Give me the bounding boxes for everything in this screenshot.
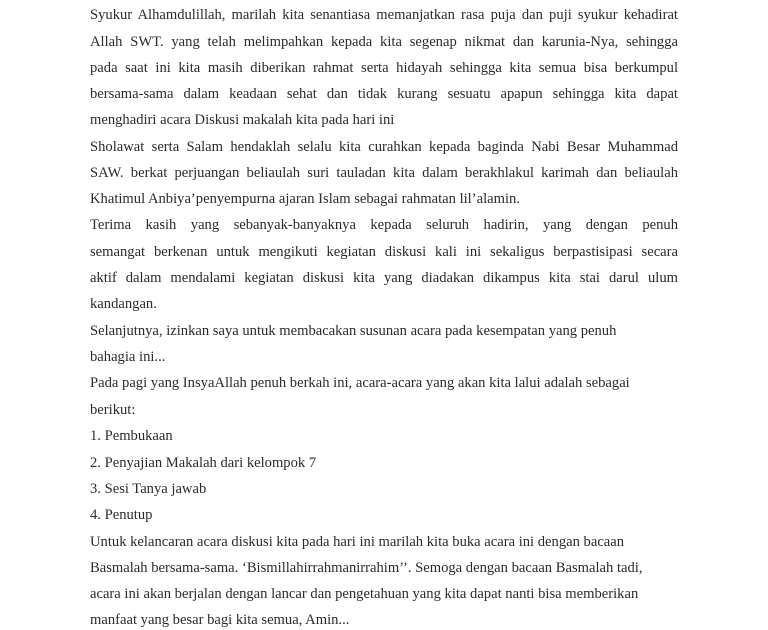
sholawat-line-3: Khatimul Anbiya’penyempurna ajaran Islam sebagai rahmatan lil’alamin. <box>90 191 520 207</box>
closing-line-2: Basmalah bersama-sama. ‘Bismillahirrahmanirrahim’’. Semoga dengan bacaan Basmalah tadi, <box>90 560 643 576</box>
closing-line-4: manfaat yang besar bagi kita semua, Amin... <box>90 612 350 628</box>
closing-line-1: Untuk kelancaran acara diskusi kita pada hari ini marilah kita buka acara ini dengan bacaan <box>90 534 625 550</box>
selanjutnya-line-2: bahagia ini... <box>90 349 166 365</box>
terima-kasih-line-1: Terima kasih yang sebanyak-banyaknya kepada seluruh hadirin, yang dengan penuh <box>90 217 678 233</box>
terima-kasih-line-3: aktif dalam mendalami kegiatan diskusi kita yang diadakan dikampus kita stai darul ulum <box>90 270 678 286</box>
syukur-line-1: Syukur Alhamdulillah, marilah kita senantiasa memanjatkan rasa puja dan puji syukur kehadirat <box>90 7 678 23</box>
agenda-item: 1. Pembukaan <box>90 428 173 444</box>
pagi-line-1: Pada pagi yang InsyaAllah penuh berkah ini, acara-acara yang akan kita lalui adalah sebagai <box>90 375 630 391</box>
syukur-line-3: pada saat ini kita masih diberikan rahmat serta hidayah sehingga kita semua bisa berkumpul <box>90 60 678 76</box>
agenda-item: 2. Penyajian Makalah dari kelompok 7 <box>90 455 317 471</box>
syukur-line-2: Allah SWT. yang telah melimpahkan kepada kita segenap nikmat dan karunia-Nya, sehingga <box>90 34 678 50</box>
agenda-item: 4. Penutup <box>90 507 153 523</box>
terima-kasih-line-2: semangat berkenan untuk mengikuti kegiatan diskusi kali ini sekaligus berpastisipasi secara <box>90 244 678 260</box>
closing-line-3: acara ini akan berjalan dengan lancar dan pengetahuan yang kita dapat nanti bisa memberikan <box>90 586 639 602</box>
sholawat-line-2: SAW. berkat perjuangan beliaulah suri tauladan kita dalam berakhlakul karimah dan beliaulah <box>90 165 678 181</box>
syukur-line-5: menghadiri acara Diskusi makalah kita pada hari ini <box>90 112 395 128</box>
agenda-item: 3. Sesi Tanya jawab <box>90 481 207 497</box>
terima-kasih-line-4: kandangan. <box>90 296 157 312</box>
syukur-line-4: bersama-sama dalam keadaan sehat dan tidak kurang sesuatu apapun sehingga kita dapat <box>90 86 678 102</box>
sholawat-line-1: Sholawat serta Salam hendaklah selalu kita curahkan kepada baginda Nabi Besar Muhammad <box>90 139 678 155</box>
pagi-line-2: berikut: <box>90 402 136 418</box>
selanjutnya-line-1: Selanjutnya, izinkan saya untuk membacakan susunan acara pada kesempatan yang penuh <box>90 323 617 339</box>
